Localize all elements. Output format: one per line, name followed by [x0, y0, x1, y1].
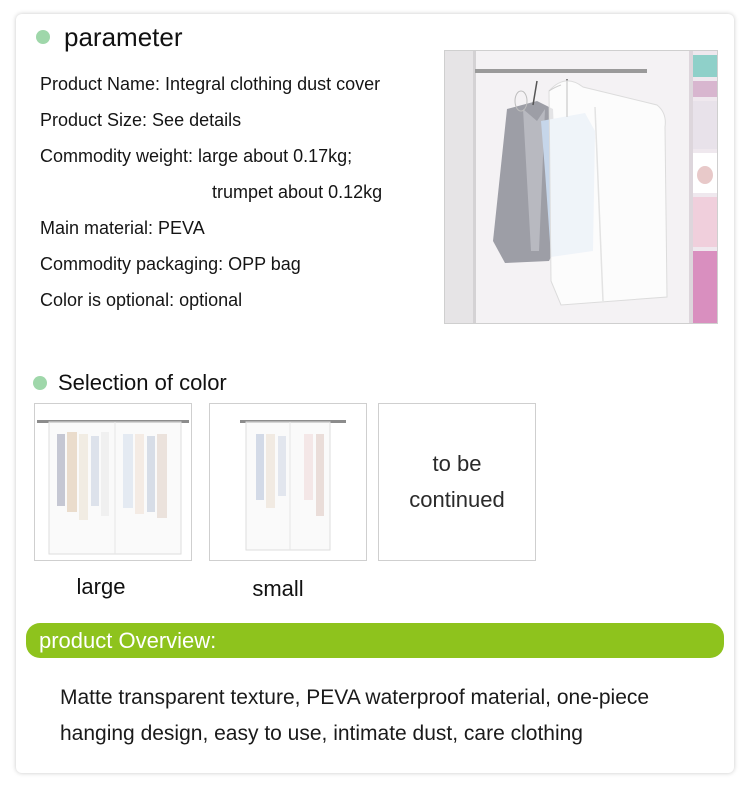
product-overview-banner — [26, 623, 724, 658]
large-dust-cover-photo — [35, 404, 192, 561]
spec-packaging: Commodity packaging: OPP bag — [40, 254, 301, 274]
to-be-continued-box — [378, 403, 536, 561]
color-option-small[interactable] — [209, 403, 367, 561]
color-selection-title: Selection of color — [58, 370, 227, 395]
bullet-dot-icon — [33, 376, 47, 390]
bullet-dot-icon — [36, 30, 50, 44]
product-photo — [444, 50, 718, 324]
product-overview-title: product Overview: — [39, 627, 217, 653]
overview-text-line1: Matte transparent texture, PEVA waterproof material, one-piece — [60, 686, 650, 709]
spec-product-size: Product Size: See details — [40, 110, 242, 130]
color-option-small-label: small — [252, 576, 304, 601]
wardrobe-illustration — [445, 51, 718, 324]
color-selection-heading — [33, 369, 227, 397]
spec-material: Main material: PEVA — [40, 218, 205, 238]
parameter-title: parameter — [64, 21, 183, 52]
parameter-heading — [36, 22, 183, 52]
color-option-large[interactable] — [34, 403, 192, 561]
spec-weight: Commodity weight: large about 0.17kg; — [40, 146, 353, 166]
small-dust-cover-photo — [210, 404, 367, 561]
to-be-continued-line1: to be — [432, 451, 482, 476]
to-be-continued-line2: continued — [409, 487, 505, 512]
color-option-large-label: large — [76, 574, 126, 599]
spec-color-option: Color is optional: optional — [40, 290, 243, 310]
spec-weight-small: trumpet about 0.12kg — [212, 182, 383, 202]
spec-product-name: Product Name: Integral clothing dust cover — [40, 74, 381, 94]
overview-text-line2: hanging design, easy to use, intimate dust, care clothing — [60, 722, 583, 745]
